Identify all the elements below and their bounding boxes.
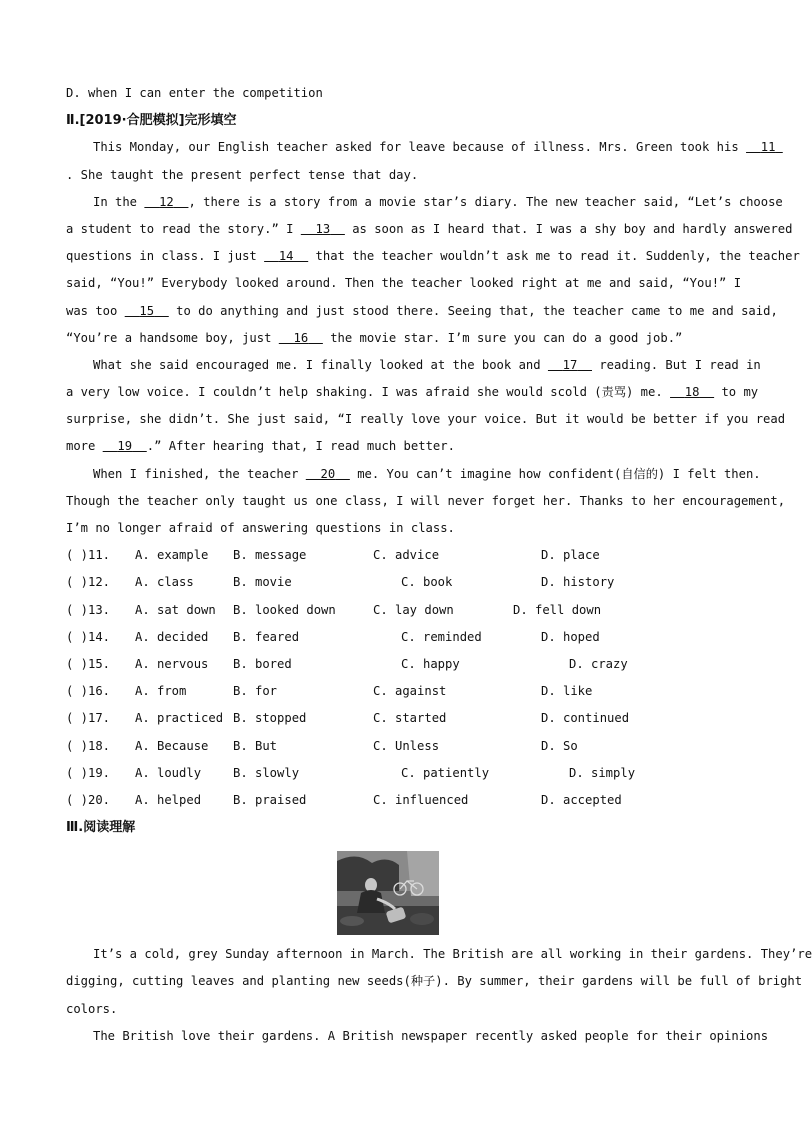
option-b: B. But [233, 738, 278, 753]
passage-line: When I finished, the teacher 20 me. You can’t imagine how confident(自信的) I felt then. [66, 461, 730, 488]
passage-line: a student to read the story.” I 13 as soon as I heard that. I was a shy boy and hardly answered [66, 216, 730, 243]
option-d: D. accepted [541, 792, 622, 807]
reading-line: The British love their gardens. A British newspaper recently asked people for their opinions [93, 1028, 769, 1043]
option-b: B. movie [233, 575, 292, 590]
question-number: ( )14. [66, 629, 111, 644]
passage-line: “You’re a handsome boy, just 16 the movie star. I’m sure you can do a good job.” [66, 325, 730, 352]
section2-heading: Ⅱ.[2019·合肥模拟]完形填空 [66, 113, 237, 129]
option-c: C. happy [401, 656, 460, 671]
blank-13: 13 [315, 221, 331, 236]
question-number: ( )13. [66, 602, 111, 617]
passage-line: This Monday, our English teacher asked for leave because of illness. Mrs. Green took his 11 [66, 134, 730, 161]
question-number: ( )12. [66, 575, 111, 590]
question-row [66, 787, 730, 814]
blank-15: 15 [139, 303, 155, 318]
option-c: C. influenced [373, 792, 469, 807]
option-c: C. patiently [401, 765, 490, 780]
passage-line: said, “You!” Everybody looked around. Then the teacher looked right at me and said, “You!” I [66, 276, 742, 291]
passage-line: In the 12 , there is a story from a movie star’s diary. The new teacher said, “Let’s choose [66, 189, 730, 216]
option-b: B. bored [233, 656, 292, 671]
question-row [66, 597, 730, 624]
blank-14: 14 [278, 249, 294, 264]
option-d: D. hoped [541, 629, 600, 644]
option-c: C. reminded [401, 629, 482, 644]
option-c: C. Unless [373, 738, 440, 753]
blank-20: 20 [320, 466, 336, 481]
gardener-photo-image [337, 851, 439, 935]
question-row [66, 651, 730, 678]
option-d: D. like [541, 684, 593, 699]
question-number: ( )16. [66, 684, 111, 699]
option-b: B. feared [233, 629, 300, 644]
question-number: ( )11. [66, 548, 111, 563]
option-c: C. advice [373, 548, 440, 563]
question-number: ( )15. [66, 656, 111, 671]
section3-heading: Ⅲ.阅读理解 [66, 820, 136, 836]
option-a: A. helped [135, 792, 202, 807]
passage-line: a very low voice. I couldn’t help shaking. I was afraid she would scold (责骂) me. 18 to my [66, 379, 730, 406]
option-b: B. slowly [233, 765, 300, 780]
question-number: ( )19. [66, 765, 111, 780]
blank-19: 19 [117, 439, 133, 454]
previous-option: D. when I can enter the competition [66, 86, 323, 100]
question-number: ( )20. [66, 792, 111, 807]
passage-line: questions in class. I just 14 that the teacher wouldn’t ask me to read it. Suddenly, the teacher [66, 243, 730, 270]
document-page [66, 80, 812, 1050]
option-d: D. place [541, 548, 600, 563]
option-d: D. continued [541, 711, 630, 726]
option-b: B. message [233, 548, 307, 563]
option-d: D. history [541, 575, 615, 590]
blank-12: 12 [159, 194, 174, 209]
option-b: B. praised [233, 792, 307, 807]
option-a: A. decided [135, 629, 209, 644]
passage-line: surprise, she didn’t. She just said, “I really love your voice. But it would be better if you read [66, 412, 786, 427]
option-a: A. example [135, 548, 209, 563]
option-b: B. for [233, 684, 278, 699]
question-row [66, 733, 730, 760]
passage-line: What she said encouraged me. I finally looked at the book and 17 reading. But I read in [66, 352, 730, 379]
option-c: C. lay down [373, 602, 454, 617]
option-d: D. fell down [513, 602, 602, 617]
question-row [66, 678, 730, 705]
option-a: A. loudly [135, 765, 202, 780]
option-a: A. class [135, 575, 194, 590]
question-row [66, 705, 730, 732]
option-a: A. from [135, 684, 187, 699]
question-number: ( )18. [66, 738, 111, 753]
option-c: C. book [401, 575, 453, 590]
question-number: ( )17. [66, 711, 111, 726]
passage-line: I’m no longer afraid of answering questions in class. [66, 521, 455, 535]
blank-17: 17 [562, 357, 578, 372]
option-a: A. sat down [135, 602, 216, 617]
passage-line: more 19 .” After hearing that, I read much better. [66, 433, 730, 460]
reading-line: It’s a cold, grey Sunday afternoon in March. The British are all working in their gardens. They’re [93, 947, 812, 962]
option-b: B. looked down [233, 602, 336, 617]
option-a: A. practiced [135, 711, 224, 726]
question-row [66, 569, 730, 596]
question-row [66, 760, 730, 787]
blank-11: 11 [760, 140, 776, 155]
question-row [66, 624, 730, 651]
option-d: D. simply [569, 765, 636, 780]
option-a: A. nervous [135, 656, 209, 671]
option-a: A. Because [135, 738, 209, 753]
blank-16: 16 [293, 330, 309, 345]
option-d: D. So [541, 738, 578, 753]
blank-18: 18 [684, 385, 700, 400]
passage-line: was too 15 to do anything and just stood there. Seeing that, the teacher came to me and said, [66, 298, 730, 325]
option-d: D. crazy [569, 656, 628, 671]
passage-line: . She taught the present perfect tense that day. [66, 167, 419, 182]
reading-line: digging, cutting leaves and planting new seeds(种子). By summer, their gardens will be full of bright [66, 974, 803, 989]
question-row [66, 542, 730, 569]
passage-line: Though the teacher only taught us one class, I will never forget her. Thanks to her encouragement, [66, 493, 786, 508]
gardener-photo [337, 851, 439, 935]
option-b: B. stopped [233, 711, 307, 726]
option-c: C. started [373, 711, 447, 726]
option-c: C. against [373, 684, 447, 699]
reading-line: colors. [66, 1001, 118, 1016]
